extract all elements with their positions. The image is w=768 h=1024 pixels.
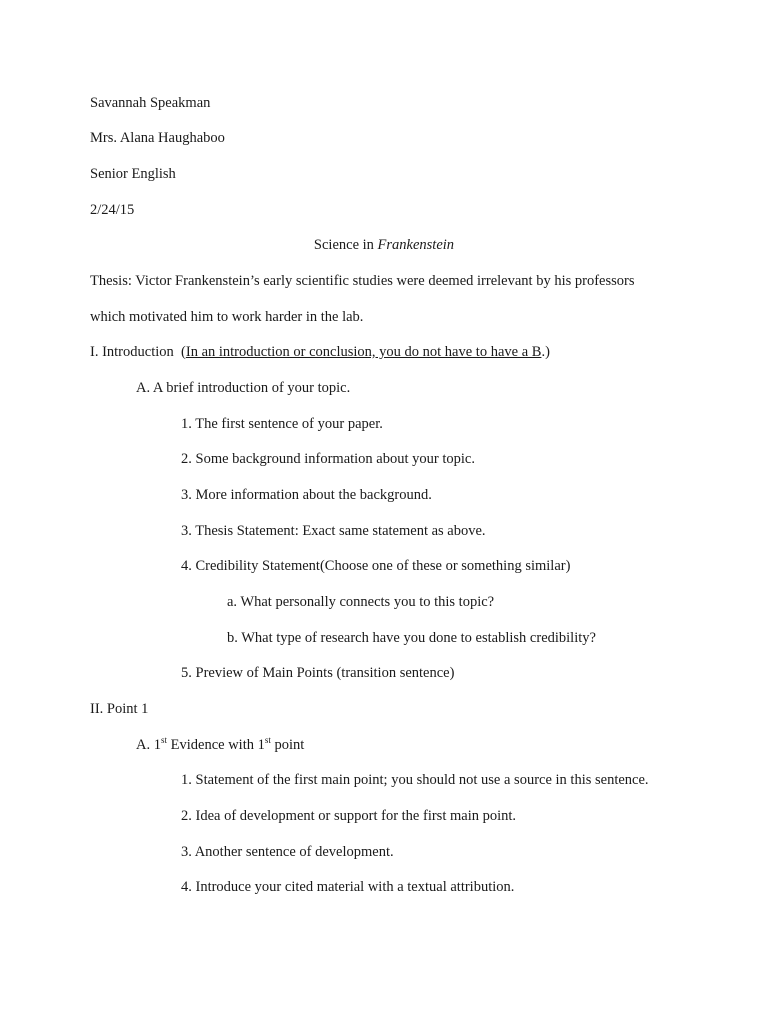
intro-note: In an introduction or conclusion, you do not have to have a B xyxy=(185,344,542,360)
point1-sub-a-end: point xyxy=(270,737,305,753)
intro-note-end: .) xyxy=(541,344,550,360)
intro-item-preview: 5. Preview of Main Points (transition sentence) xyxy=(181,665,455,681)
intro-item-credibility: 4. Credibility Statement(Choose one of these or something similar) xyxy=(181,558,571,574)
point1-item-4: 4. Introduce your cited material with a textual attribution. xyxy=(181,879,515,895)
intro-heading-text: I. Introduction xyxy=(90,344,174,360)
date: 2/24/15 xyxy=(90,202,135,218)
point1-sub-a-prefix: A. 1 xyxy=(136,737,161,753)
intro-heading xyxy=(90,343,550,361)
teacher-name: Mrs. Alana Haughaboo xyxy=(90,130,225,146)
intro-sub-a: A. A brief introduction of your topic. xyxy=(136,380,351,396)
title-italic: Frankenstein xyxy=(377,237,455,253)
intro-item-1: 1. The first sentence of your paper. xyxy=(181,416,383,432)
point1-sub-a-mid: Evidence with 1 xyxy=(167,737,265,753)
credibility-a: a. What personally connects you to this topic? xyxy=(227,594,495,610)
student-name: Savannah Speakman xyxy=(90,95,211,111)
point1-item-3: 3. Another sentence of development. xyxy=(181,844,394,860)
credibility-b: b. What type of research have you done to establish credibility? xyxy=(227,630,596,646)
thesis-line-1: Thesis: Victor Frankenstein’s early scientific studies were deemed irrelevant by his professors xyxy=(90,273,635,289)
point1-item-2: 2. Idea of development or support for the first main point. xyxy=(181,808,517,824)
intro-item-2: 2. Some background information about your topic. xyxy=(181,451,475,467)
intro-item-thesis: 3. Thesis Statement: Exact same statement as above. xyxy=(181,523,486,539)
thesis-line-2: which motivated him to work harder in the lab. xyxy=(90,309,364,325)
point1-sup-1: st xyxy=(160,735,167,745)
intro-item-3: 3. More information about the background. xyxy=(181,487,432,503)
document-title xyxy=(0,236,768,254)
intro-note-open: ( xyxy=(173,344,186,360)
course-name: Senior English xyxy=(90,166,176,182)
title-prefix: Science in xyxy=(313,237,378,253)
point1-item-1: 1. Statement of the first main point; you should not use a source in this sentence. xyxy=(181,772,649,788)
point1-sub-a xyxy=(136,736,304,754)
point1-heading: II. Point 1 xyxy=(90,701,149,717)
point1-sup-2: st xyxy=(264,735,271,745)
